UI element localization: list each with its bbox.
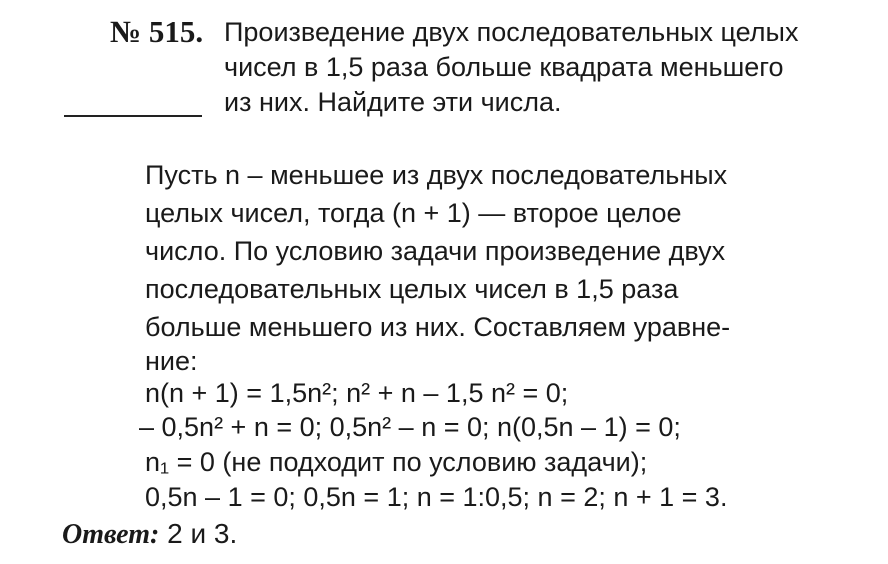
problem-line-2: чисел в 1,5 раза больше квадрата меньшего <box>224 52 784 82</box>
equation-line-2: – 0,5n² + n = 0; 0,5n² – n = 0; n(0,5n – 1) = 0; <box>139 412 681 442</box>
problem-line-3: из них. Найдите эти числа. <box>224 87 562 117</box>
equation-line-4: 0,5n – 1 = 0; 0,5n = 1; n = 1:0,5; n = 2; n + 1 = 3. <box>145 482 728 512</box>
answer <box>62 518 237 551</box>
solution-line-3: число. По условию задачи произведение двух <box>145 236 726 266</box>
answer-value: 2 и 3. <box>167 518 238 549</box>
solution-line-2: целых чисел, тогда (n + 1) — второе целое <box>145 198 682 228</box>
answer-label: Ответ: <box>62 519 160 550</box>
solution-line-5: больше меньшего из них. Составляем уравне- <box>145 312 731 342</box>
equation-line-3: n₁ = 0 (не подходит по условию задачи); <box>145 447 648 477</box>
solution-line-1: Пусть n – меньшее из двух последовательных <box>145 160 728 190</box>
equation-line-1: n(n + 1) = 1,5n²; n² + n – 1,5 n² = 0; <box>145 378 569 408</box>
solution-line-4: последовательных целых чисел в 1,5 раза <box>145 274 679 304</box>
divider-line <box>64 115 202 117</box>
problem-number: № 515. <box>110 14 204 49</box>
solution-line-6: ние: <box>145 346 198 376</box>
problem-line-1: Произведение двух последовательных целых <box>224 17 799 47</box>
